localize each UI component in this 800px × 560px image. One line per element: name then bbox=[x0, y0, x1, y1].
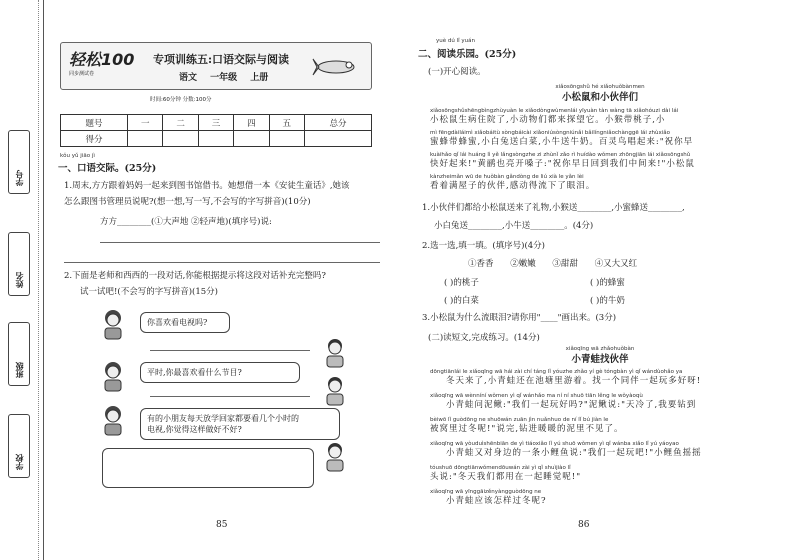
teacher-bubble-1: 你喜欢看电视吗? bbox=[140, 312, 230, 333]
rocket-illustration-icon bbox=[311, 49, 361, 83]
section1-title: 一、口语交际。(25分) bbox=[58, 163, 157, 174]
section2-title: 二、阅读乐园。(25分) bbox=[418, 49, 517, 60]
story1-title: 小松鼠和小伙伴们 bbox=[561, 92, 638, 103]
story2-line: 头说:"冬天我们都用在一起睡觉呢!" bbox=[430, 472, 582, 482]
score-cell: 二 bbox=[163, 115, 198, 131]
story1-line: 快好起来!"黄鹂也亮开嗓子:"祝你早日回到我们中间来!"小松鼠 bbox=[430, 159, 695, 169]
q2-line2: 试一试吧!(不会写的字写拼音)(15分) bbox=[80, 287, 218, 297]
answer-box[interactable] bbox=[102, 448, 314, 488]
story1-title-pinyin: xiǎosōngshǔ hé xiǎohuǒbànmen bbox=[555, 84, 645, 90]
spine-label-student-id: 学号 bbox=[15, 170, 24, 186]
story2-title-pinyin: xiǎoqīng wā zhǎohuǒbàn bbox=[565, 346, 635, 352]
cut-line bbox=[38, 0, 39, 560]
score-cell: 一 bbox=[128, 115, 163, 131]
story2-line: 小青蛙应该怎样过冬呢? bbox=[446, 496, 547, 506]
pinyin-line: mì fēngdàiláimì xiǎobáitù sòngbáicài xiǎoniúsòngniúnǎi bǎilíngniǎochànggē lái zhùxiǎo bbox=[430, 130, 671, 136]
pinyin-line: xiǎoqīng wā yòuduìshēnbiān de yì tiáoxiǎo lǐ yú shuō wǒmen yì qǐ wánba xiǎo lǐ yú yáoyao bbox=[430, 441, 679, 447]
score-cell: 得分 bbox=[61, 131, 128, 147]
story2-line: 冬天来了,小青蛙还在池塘里游着。找一个同伴一起玩多好呀! bbox=[446, 376, 702, 386]
score-row-values bbox=[61, 131, 372, 147]
spine-label-name: 姓名 bbox=[15, 272, 24, 288]
story2-line: 被窝里过冬呢!"说完,钻进暖暖的泥里不见了。 bbox=[430, 424, 624, 434]
part1-title: (一)开心阅读。 bbox=[428, 67, 486, 77]
pinyin-line: xiǎoqīng wā wènníní wǒmen yì qǐ wánhǎo ma ní ní shuō tiān lěng le wǒyàoqù bbox=[430, 393, 643, 399]
answer-line[interactable] bbox=[100, 242, 380, 243]
header-band bbox=[60, 42, 372, 90]
score-input[interactable] bbox=[163, 131, 198, 147]
bubble3-line1: 有的小朋友每天放学回家都要看几个小时的 bbox=[147, 414, 299, 423]
q1-answer-prompt: 方方________(①大声地 ②轻声地)(填序号)说: bbox=[100, 217, 272, 227]
score-table bbox=[60, 114, 372, 147]
page-number: 86 bbox=[578, 520, 590, 530]
r-q3: 3.小松鼠为什么流眼泪?请你用"____"画出来。(3分) bbox=[422, 313, 617, 323]
part2-title: (二)读短文,完成练习。(14分) bbox=[428, 333, 540, 343]
pinyin-line: xiǎoqīng wā yīnggāizěnyàngguòdōng ne bbox=[430, 489, 542, 495]
pinyin-line: bèiwō lǐ guòdōng ne shuōwán zuān jìn nuǎnhuo de ní lǐ bú jiàn le bbox=[430, 417, 609, 423]
page-subtitle: 语文 一年级 上册 bbox=[179, 73, 269, 83]
story1-line: 蜜蜂带蜂蜜,小白兔送白菜,小牛送牛奶。百灵鸟唱起来:"祝你早 bbox=[430, 137, 694, 147]
fill-item-milk[interactable]: ( )的牛奶 bbox=[590, 296, 625, 306]
student-icon bbox=[320, 336, 350, 368]
teacher-bubble-2: 平时,你最喜欢看什么节目? bbox=[140, 362, 300, 383]
story1-line: 小松鼠生病住院了,小动物们都来探望它。小猴带桃子,小 bbox=[430, 115, 666, 125]
score-cell: 题号 bbox=[61, 115, 128, 131]
teacher-icon bbox=[98, 404, 128, 436]
score-cell: 总分 bbox=[304, 115, 371, 131]
section1-pinyin: kǒu yǔ jiāo jì bbox=[60, 153, 95, 159]
score-cell: 五 bbox=[269, 115, 304, 131]
score-cell: 四 bbox=[234, 115, 269, 131]
r-q2-options: ①香香 ②嫩嫩 ③甜甜 ④又大又红 bbox=[468, 259, 638, 269]
story1-line: 看着满屋子的伙伴,感动得流下了眼泪。 bbox=[430, 181, 596, 191]
bubble3-line2: 电视,你觉得这样做好不好? bbox=[147, 425, 242, 435]
r-q1: 1.小伙伴们都给小松鼠送来了礼物,小猴送________,小蜜蜂送________, bbox=[422, 203, 685, 213]
score-input[interactable] bbox=[128, 131, 163, 147]
answer-line[interactable] bbox=[64, 262, 380, 263]
score-cell: 三 bbox=[198, 115, 233, 131]
q1-line1: 1.周末,方方跟着妈妈一起来到图书馆借书。她想借一本《安徒生童话》,她该 bbox=[64, 181, 350, 191]
fill-item-peach[interactable]: ( )的桃子 bbox=[444, 278, 479, 288]
score-row-header bbox=[61, 115, 372, 131]
story2-line: 小青蛙问泥鳅:"我们一起玩好吗?"泥鳅说:"天冷了,我要钻到 bbox=[446, 400, 697, 410]
teacher-icon bbox=[98, 360, 128, 392]
r-q1-cont: 小白兔送________,小牛送________。(4分) bbox=[434, 221, 594, 231]
section2-pinyin: yuè dú lǐ yuán bbox=[436, 38, 475, 44]
exam-meta: 时间:60分钟 分数:100分 bbox=[150, 97, 212, 103]
right-page bbox=[400, 0, 800, 560]
answer-line[interactable] bbox=[150, 396, 310, 397]
fill-item-cabbage[interactable]: ( )的白菜 bbox=[444, 296, 479, 306]
brand-logo: 轻松100 同步测试卷 bbox=[69, 50, 135, 77]
spine-label-school: 学校 bbox=[15, 454, 24, 470]
score-input[interactable] bbox=[198, 131, 233, 147]
q1-line2: 怎么跟图书管理员说呢?(想一想,写一写,不会写的字写拼音)(10分) bbox=[64, 197, 311, 207]
story2-line: 小青蛙又对身边的一条小鲤鱼说:"我们一起玩吧!"小鲤鱼摇摇 bbox=[446, 448, 702, 458]
pinyin-line: tóushuō dōngtiānwǒmendōuwán zài yì qǐ shuìjiào lǐ bbox=[430, 465, 571, 471]
r-q2: 2.选一选,填一填。(填序号)(4分) bbox=[422, 241, 545, 251]
answer-line[interactable] bbox=[150, 350, 310, 351]
pinyin-line: dōngtiānlái le xiǎoqīng wā hái zài chí táng lǐ yóuzhe zhǎo yí gè tóngbàn yì qǐ wándùohǎo ya bbox=[430, 369, 683, 375]
teacher-bubble-3 bbox=[140, 408, 340, 440]
q2-line1: 2.下面是老师和西西的一段对话,你能根据提示将这段对话补充完整吗? bbox=[64, 271, 326, 281]
spine-label-class: 班级 bbox=[15, 362, 24, 378]
pinyin-line: kànzheimǎn wū de huǒbàn gǎndòng de liú xià le yǎn lèi bbox=[430, 174, 584, 180]
page-title: 专项训练五:口语交际与阅读 bbox=[153, 53, 290, 66]
page-number: 85 bbox=[216, 520, 228, 530]
pinyin-line: xiǎosōngshǔshēngbìngzhùyuàn le xiǎodòngwùmenlái yīyuàn tàn wàng tā xiǎohóuzi dài lái bbox=[430, 108, 679, 114]
teacher-icon bbox=[98, 308, 128, 340]
score-input[interactable] bbox=[304, 131, 371, 147]
student-icon bbox=[320, 374, 350, 406]
student-icon bbox=[320, 440, 350, 472]
story2-title: 小青蛙找伙伴 bbox=[571, 354, 629, 365]
pinyin-line: kuàihǎo qǐ lái huáng lì yě lǎngsòngzhe zi zhùnǐ zǎo rì huídào wǒmen zhōngjiān lái xiǎosōngshǔ bbox=[430, 152, 691, 158]
score-input[interactable] bbox=[234, 131, 269, 147]
fill-item-honey[interactable]: ( )的蜂蜜 bbox=[590, 278, 625, 288]
score-input[interactable] bbox=[269, 131, 304, 147]
